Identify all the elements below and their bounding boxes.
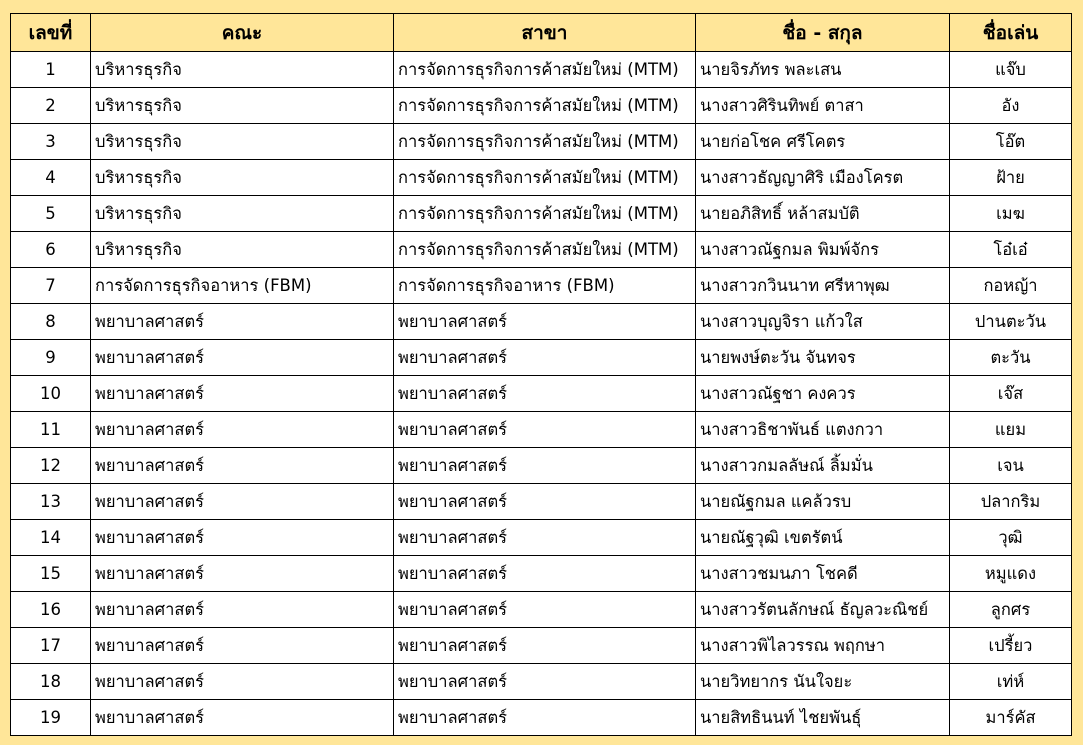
cell-no: 19: [11, 700, 91, 736]
cell-no: 11: [11, 412, 91, 448]
table-row: [11, 52, 1072, 88]
cell-no: 17: [11, 628, 91, 664]
table-row: [11, 448, 1072, 484]
cell-no: 2: [11, 88, 91, 124]
table-row: [11, 376, 1072, 412]
cell-branch: พยาบาลศาสตร์: [394, 376, 696, 412]
cell-faculty: การจัดการธุรกิจอาหาร (FBM): [91, 268, 394, 304]
cell-faculty: พยาบาลศาสตร์: [91, 376, 394, 412]
cell-faculty: บริหารธุรกิจ: [91, 124, 394, 160]
cell-faculty: พยาบาลศาสตร์: [91, 628, 394, 664]
cell-faculty: พยาบาลศาสตร์: [91, 700, 394, 736]
cell-branch: การจัดการธุรกิจการค้าสมัยใหม่ (MTM): [394, 160, 696, 196]
cell-faculty: บริหารธุรกิจ: [91, 88, 394, 124]
cell-name: นางสาวบุญจิรา แก้วใส: [696, 304, 950, 340]
cell-no: 5: [11, 196, 91, 232]
cell-faculty: พยาบาลศาสตร์: [91, 556, 394, 592]
cell-no: 3: [11, 124, 91, 160]
cell-no: 16: [11, 592, 91, 628]
cell-nickname: ฝ้าย: [950, 160, 1072, 196]
cell-branch: พยาบาลศาสตร์: [394, 592, 696, 628]
cell-nickname: กอหญ้า: [950, 268, 1072, 304]
cell-no: 4: [11, 160, 91, 196]
cell-name: นายณัฐกมล แคล้วรบ: [696, 484, 950, 520]
cell-faculty: บริหารธุรกิจ: [91, 232, 394, 268]
cell-name: นางสาวณัฐชา คงควร: [696, 376, 950, 412]
cell-branch: พยาบาลศาสตร์: [394, 556, 696, 592]
cell-faculty: พยาบาลศาสตร์: [91, 592, 394, 628]
header-branch: สาขา: [394, 14, 696, 52]
cell-branch: พยาบาลศาสตร์: [394, 700, 696, 736]
cell-branch: การจัดการธุรกิจการค้าสมัยใหม่ (MTM): [394, 52, 696, 88]
cell-nickname: ปานตะวัน: [950, 304, 1072, 340]
cell-faculty: พยาบาลศาสตร์: [91, 484, 394, 520]
cell-faculty: บริหารธุรกิจ: [91, 196, 394, 232]
cell-nickname: หมูแดง: [950, 556, 1072, 592]
student-table-frame: [10, 13, 1071, 736]
cell-branch: พยาบาลศาสตร์: [394, 340, 696, 376]
cell-no: 1: [11, 52, 91, 88]
cell-name: นางสาวกวินนาท ศรีหาพุฒ: [696, 268, 950, 304]
cell-branch: พยาบาลศาสตร์: [394, 412, 696, 448]
header-name: ชื่อ - สกุล: [696, 14, 950, 52]
cell-no: 10: [11, 376, 91, 412]
cell-nickname: แจ๊บ: [950, 52, 1072, 88]
table-row: [11, 304, 1072, 340]
cell-no: 14: [11, 520, 91, 556]
table-row: [11, 484, 1072, 520]
cell-name: นางสาวศิรินทิพย์ ตาสา: [696, 88, 950, 124]
cell-name: นางสาวพิไลวรรณ พฤกษา: [696, 628, 950, 664]
cell-faculty: บริหารธุรกิจ: [91, 160, 394, 196]
cell-branch: การจัดการธุรกิจการค้าสมัยใหม่ (MTM): [394, 196, 696, 232]
cell-nickname: เปรี้ยว: [950, 628, 1072, 664]
cell-branch: การจัดการธุรกิจการค้าสมัยใหม่ (MTM): [394, 232, 696, 268]
cell-no: 15: [11, 556, 91, 592]
cell-name: นางสาวธิชาพันธ์ แตงกวา: [696, 412, 950, 448]
cell-no: 18: [11, 664, 91, 700]
cell-faculty: พยาบาลศาสตร์: [91, 340, 394, 376]
cell-name: นางสาวธัญญาศิริ เมืองโครต: [696, 160, 950, 196]
cell-faculty: พยาบาลศาสตร์: [91, 664, 394, 700]
cell-nickname: ตะวัน: [950, 340, 1072, 376]
cell-faculty: บริหารธุรกิจ: [91, 52, 394, 88]
table-row: [11, 124, 1072, 160]
table-row: [11, 520, 1072, 556]
cell-name: นางสาวชมนภา โชคดี: [696, 556, 950, 592]
cell-name: นายพงษ์ตะวัน จันทจร: [696, 340, 950, 376]
header-row: [11, 14, 1072, 52]
student-table: [10, 13, 1072, 736]
cell-nickname: เมฆ: [950, 196, 1072, 232]
cell-nickname: เจ๊ส: [950, 376, 1072, 412]
cell-faculty: พยาบาลศาสตร์: [91, 304, 394, 340]
cell-nickname: โอ๊ต: [950, 124, 1072, 160]
table-row: [11, 268, 1072, 304]
cell-name: นายก่อโชค ศรีโคตร: [696, 124, 950, 160]
cell-branch: พยาบาลศาสตร์: [394, 664, 696, 700]
table-row: [11, 232, 1072, 268]
cell-nickname: วุฒิ: [950, 520, 1072, 556]
table-header: [11, 14, 1072, 52]
table-body: [11, 52, 1072, 736]
cell-branch: พยาบาลศาสตร์: [394, 484, 696, 520]
table-row: [11, 196, 1072, 232]
table-row: [11, 664, 1072, 700]
cell-name: นายสิทธินนท์ ไชยพันธุ์: [696, 700, 950, 736]
cell-no: 13: [11, 484, 91, 520]
table-row: [11, 160, 1072, 196]
cell-no: 7: [11, 268, 91, 304]
cell-nickname: ลูกศร: [950, 592, 1072, 628]
table-row: [11, 628, 1072, 664]
cell-name: นางสาวรัตนลักษณ์ ธัญลวะณิชย์: [696, 592, 950, 628]
cell-branch: พยาบาลศาสตร์: [394, 448, 696, 484]
cell-nickname: แยม: [950, 412, 1072, 448]
cell-no: 12: [11, 448, 91, 484]
cell-nickname: ปลากริม: [950, 484, 1072, 520]
table-row: [11, 88, 1072, 124]
cell-no: 8: [11, 304, 91, 340]
cell-name: นางสาวณัฐกมล พิมพ์จักร: [696, 232, 950, 268]
header-nickname: ชื่อเล่น: [950, 14, 1072, 52]
cell-branch: พยาบาลศาสตร์: [394, 628, 696, 664]
cell-branch: การจัดการธุรกิจอาหาร (FBM): [394, 268, 696, 304]
cell-name: นายณัฐวุฒิ เขตรัตน์: [696, 520, 950, 556]
table-row: [11, 412, 1072, 448]
cell-name: นายอภิสิทธิ์ หล้าสมบัติ: [696, 196, 950, 232]
cell-nickname: เจน: [950, 448, 1072, 484]
table-row: [11, 700, 1072, 736]
cell-no: 9: [11, 340, 91, 376]
cell-branch: พยาบาลศาสตร์: [394, 520, 696, 556]
cell-nickname: มาร์คัส: [950, 700, 1072, 736]
cell-nickname: โอ๋เอ๋: [950, 232, 1072, 268]
cell-faculty: พยาบาลศาสตร์: [91, 412, 394, 448]
cell-nickname: อัง: [950, 88, 1072, 124]
cell-name: นายจิรภัทร พละเสน: [696, 52, 950, 88]
cell-faculty: พยาบาลศาสตร์: [91, 520, 394, 556]
cell-name: นายวิทยากร นันใจยะ: [696, 664, 950, 700]
cell-branch: การจัดการธุรกิจการค้าสมัยใหม่ (MTM): [394, 124, 696, 160]
header-faculty: คณะ: [91, 14, 394, 52]
cell-branch: พยาบาลศาสตร์: [394, 304, 696, 340]
table-row: [11, 340, 1072, 376]
cell-name: นางสาวกมลลัษณ์ ลิ้มมั่น: [696, 448, 950, 484]
header-no: เลขที่: [11, 14, 91, 52]
table-row: [11, 556, 1072, 592]
cell-branch: การจัดการธุรกิจการค้าสมัยใหม่ (MTM): [394, 88, 696, 124]
table-row: [11, 592, 1072, 628]
cell-no: 6: [11, 232, 91, 268]
cell-faculty: พยาบาลศาสตร์: [91, 448, 394, 484]
cell-nickname: เท่ห์: [950, 664, 1072, 700]
